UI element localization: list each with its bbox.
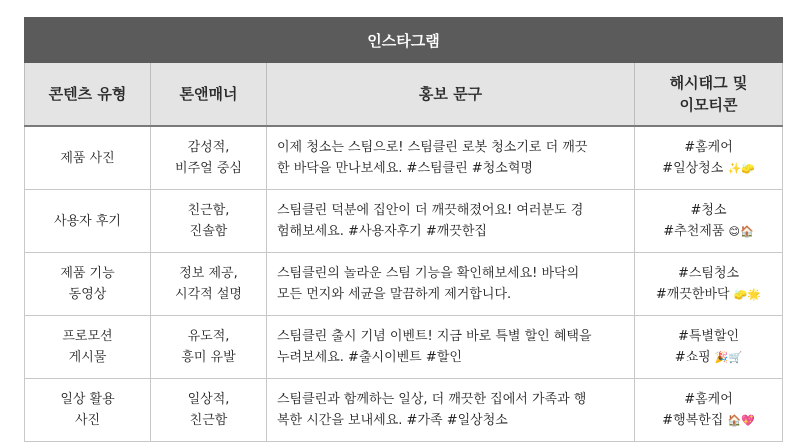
hashtag-text: #추천제품 [663,224,725,239]
header-hashtags-line1: 해시태그 및 [669,74,748,92]
header-hashtags-line2: 이모티콘 [679,96,738,114]
cell-tone [151,316,267,379]
header-tone: 톤앤매너 [151,63,267,127]
cell-line [641,158,776,179]
cell-line [641,410,776,431]
cell-hashtags [635,126,783,190]
table-container [24,17,782,442]
cell-tone [151,253,267,316]
smile-house-icon: 😊🏠 [728,225,754,238]
party-cart-icon: 🎉🛒 [714,351,743,364]
cell-line: 진솔함 [189,224,228,239]
cell-line [641,347,776,368]
cell-content-type [25,316,151,379]
cell-line: 일상 활용 [60,392,115,407]
cell-line: #청소 [690,203,727,218]
table-row [25,190,783,253]
cell-line [641,221,776,242]
cell-line: 스팀클린 덕분에 집안이 더 깨끗해졌어요! 여러분도 경 [277,203,584,218]
table-title-row [25,18,783,63]
cell-copy [267,379,635,442]
header-copy: 홍보 문구 [267,63,635,127]
cell-line: 험해보세요. #사용자후기 #깨끗한집 [277,224,487,239]
cell-copy [267,126,635,190]
cell-line: 모든 먼지와 세균을 말끔하게 제거합니다. [277,287,512,302]
cell-copy [267,190,635,253]
cell-tone [151,126,267,190]
cell-line: 동영상 [68,287,107,302]
cell-line [641,284,776,305]
cell-line: 누려보세요. #출시이벤트 #할인 [277,350,462,365]
cell-content-type [25,379,151,442]
cell-content-type [25,190,151,253]
cell-line: 일상적, [187,392,230,407]
sponge-sparkle-icon: 🧽🌟 [733,288,762,301]
cell-line: 제품 사진 [60,150,115,166]
cell-line: 게시물 [68,350,107,365]
hashtag-text: #쇼핑 [674,350,711,365]
cell-line: 친근함, [187,203,230,218]
cell-line: 흥미 유발 [181,350,236,365]
cell-line: 비주얼 중심 [175,161,242,176]
header-content-type: 콘텐츠 유형 [25,63,151,127]
table-row [25,253,783,316]
cell-line: 정보 제공, [179,266,238,281]
house-heart-icon: 🏠💖 [727,414,755,427]
cell-hashtags [635,253,783,316]
table-title: 인스타그램 [25,18,783,63]
instagram-table [24,17,783,442]
cell-line: 친근함 [189,413,228,428]
cell-line: #특별할인 [677,329,740,344]
cell-line: 감성적, [187,140,230,155]
cell-line: 프로모션 [62,329,113,344]
cell-tone [151,190,267,253]
cell-line: 복한 시간을 보내세요. #가족 #일상청소 [277,413,508,428]
cell-line: #홈케어 [684,392,733,407]
cell-copy [267,316,635,379]
cell-content-type [25,253,151,316]
sparkle-sponge-icon: ✨🧽 [727,162,755,175]
cell-line: 한 바닥을 만나보세요. #스팀클린 #청소혁명 [277,161,533,176]
cell-tone [151,379,267,442]
header-row [25,63,783,127]
table-row [25,379,783,442]
cell-line: 제품 기능 [60,266,115,281]
cell-content-type [25,126,151,190]
table-row [25,316,783,379]
cell-hashtags [635,316,783,379]
header-hashtags [635,63,783,127]
hashtag-text: #행복한집 [662,413,724,428]
table-row [25,126,783,190]
cell-hashtags [635,190,783,253]
cell-line: 이제 청소는 스팀으로! 스팀클린 로봇 청소기로 더 깨끗 [277,140,588,155]
cell-line: 유도적, [187,329,230,344]
cell-hashtags [635,379,783,442]
cell-copy [267,253,635,316]
cell-line: #스팀청소 [677,266,740,281]
hashtag-text: #일상청소 [662,161,724,176]
cell-line: 사용자 후기 [54,213,121,229]
hashtag-text: #깨끗한바닥 [655,287,730,302]
cell-line: 사진 [74,413,101,428]
cell-line: 시각적 설명 [175,287,242,302]
cell-line: 스팀클린의 놀라운 스팀 기능을 확인해보세요! 바닥의 [277,266,580,281]
cell-line: 스팀클린과 함께하는 일상, 더 깨끗한 집에서 가족과 행 [277,392,587,407]
cell-line: 스팀클린 출시 기념 이벤트! 지금 바로 특별 할인 혜택을 [277,329,592,344]
cell-line: #홈케어 [684,140,733,155]
